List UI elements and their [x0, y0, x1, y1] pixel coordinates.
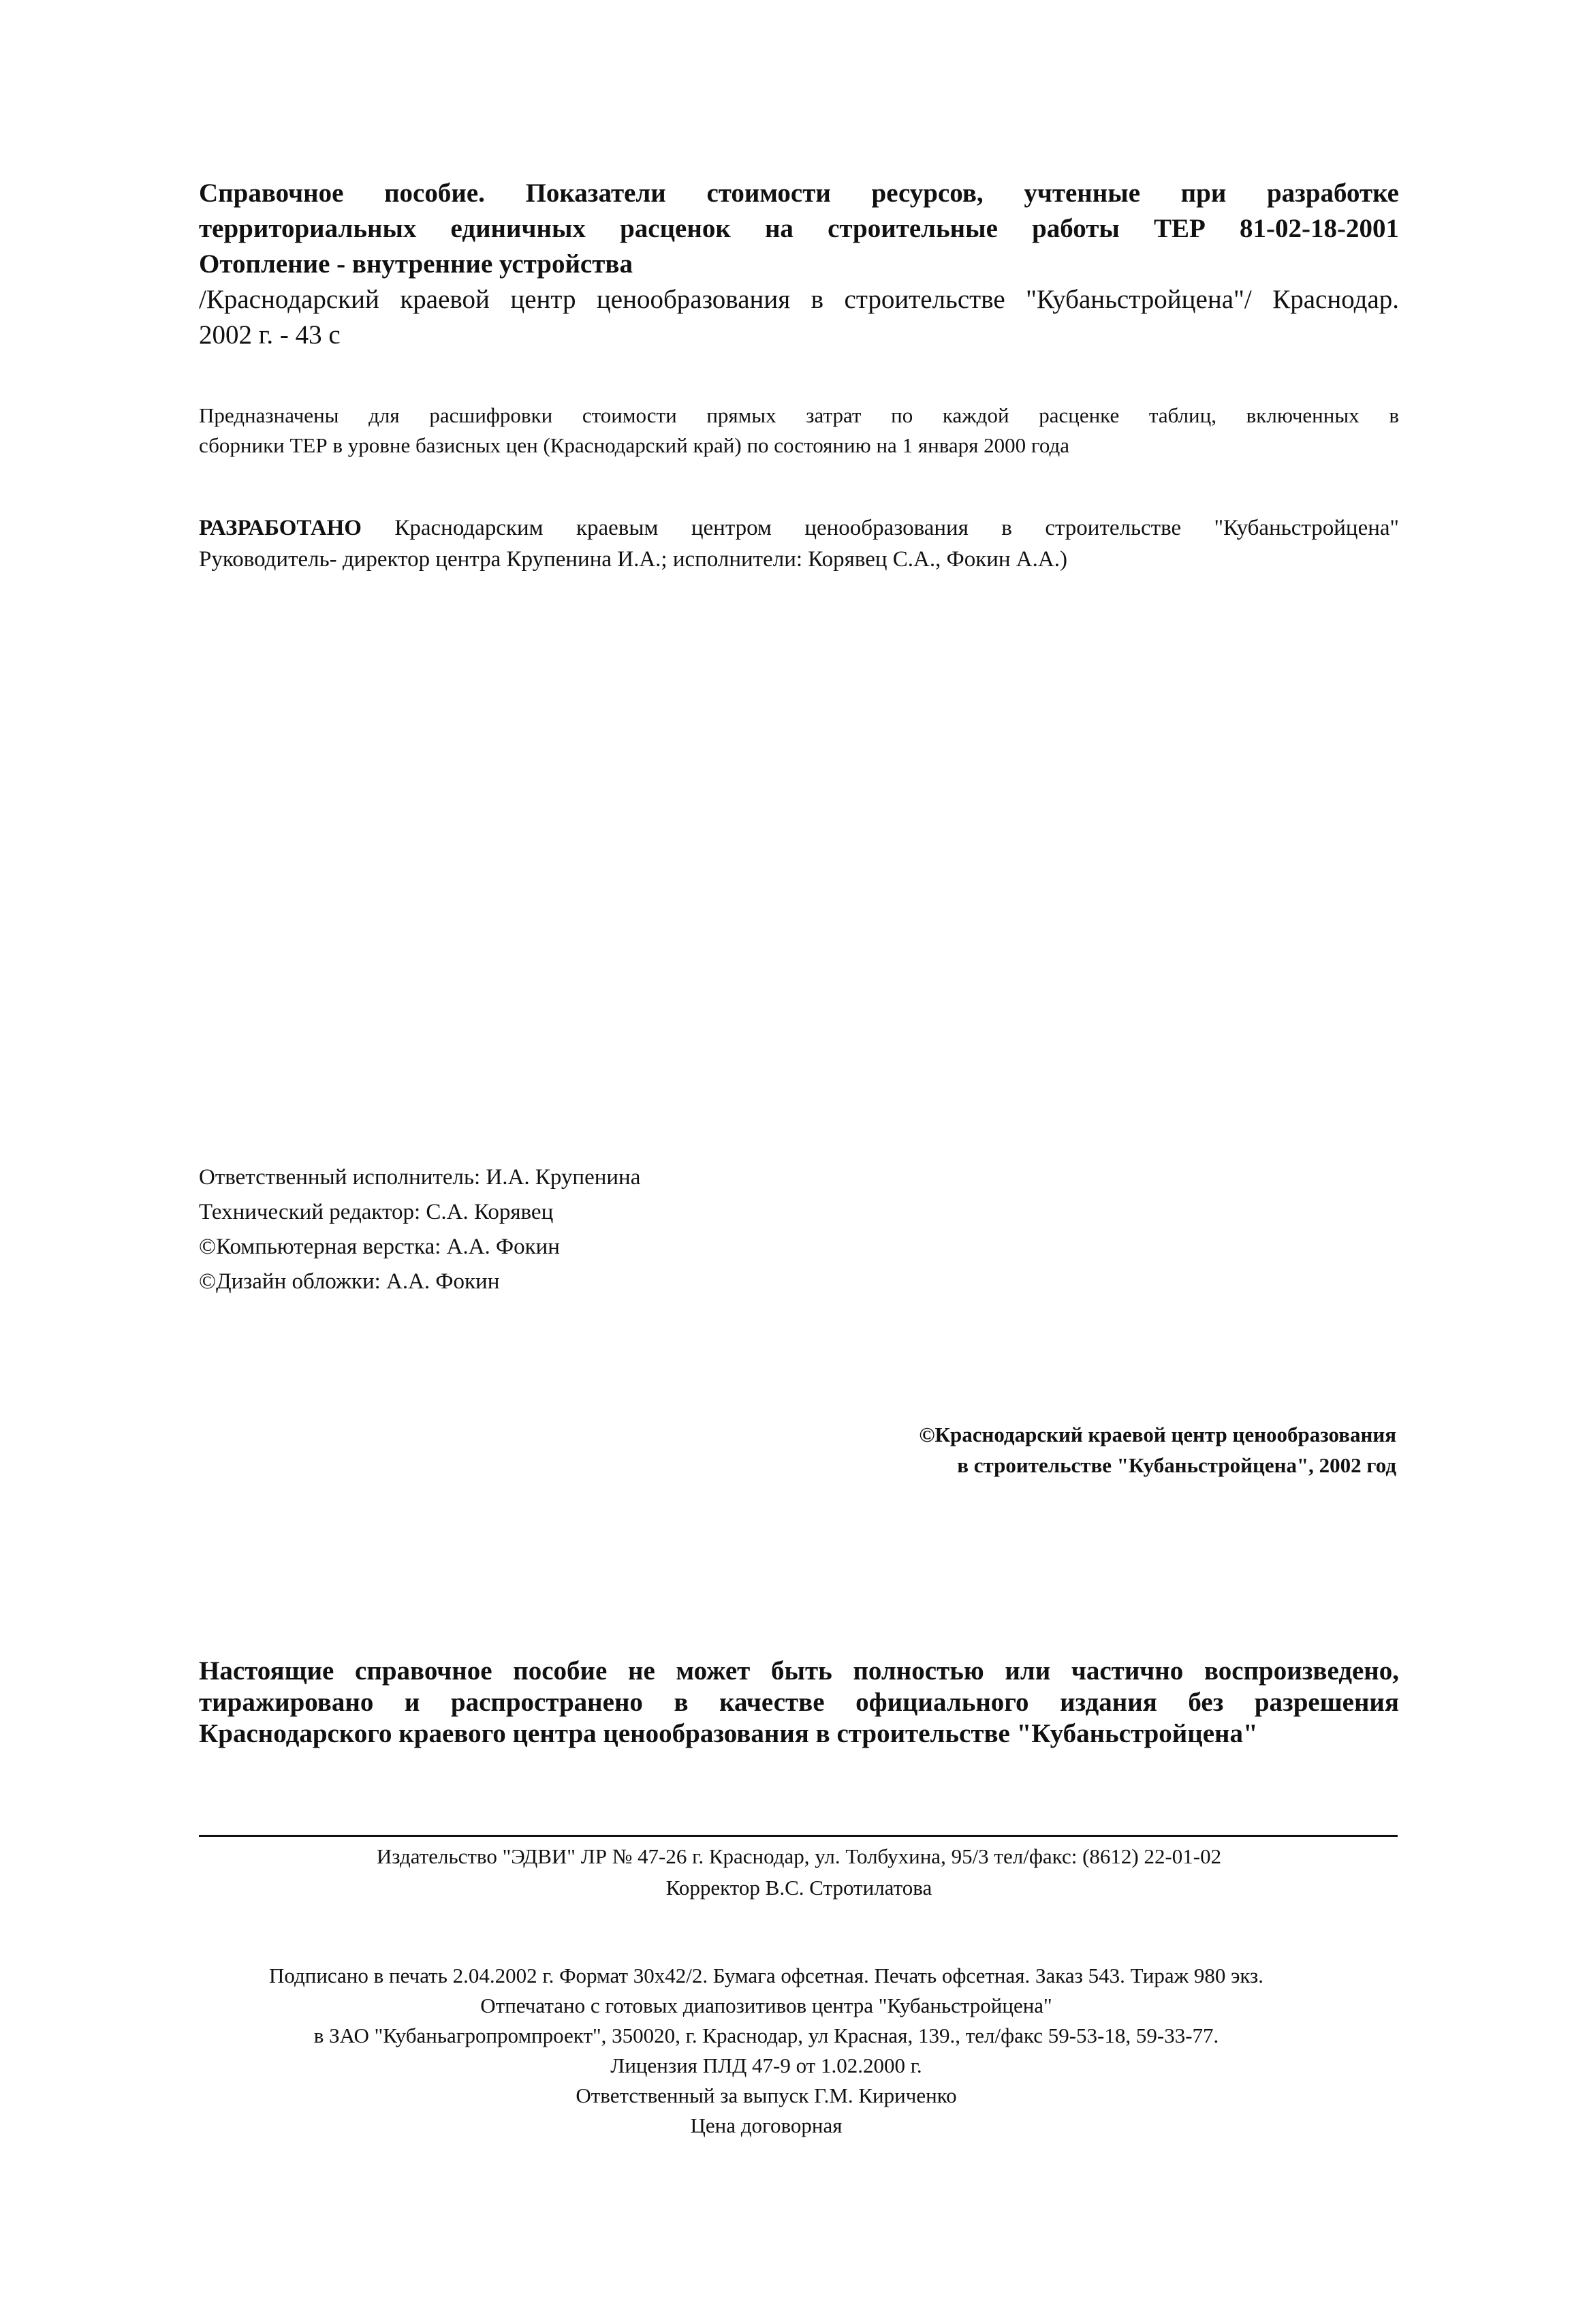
developed-line-2: Руководитель- директор центра Крупенина И.А.; исполнители: Корявец С.А., Фокин А.А.) [199, 547, 1067, 572]
credits-block [199, 1160, 640, 1299]
purpose-line-1: Предназначены для расшифровки стоимости прямых затрат по каждой расценке таблиц, включенных в [199, 403, 1399, 427]
purpose-paragraph [199, 401, 1399, 461]
title-line-2: территориальных единичных расценок на строительные работы ТЕР 81-02-18-2001 [199, 214, 1399, 243]
title-line-1: Справочное пособие. Показатели стоимости ресурсов, учтенные при разработке [199, 179, 1399, 208]
credit-responsible: Ответственный исполнитель: И.А. Крупенина [199, 1165, 641, 1190]
print-info-block [68, 1961, 1464, 2141]
developed-label: РАЗРАБОТАНО [199, 516, 362, 540]
copyright-line-1: ©Краснодарский краевой центр ценообразования [919, 1423, 1396, 1446]
credit-tech-editor: Технический редактор: С.А. Корявец [199, 1200, 554, 1224]
title-line-3: Отопление - внутренние устройства [199, 249, 633, 279]
source-line-2: 2002 г. - 43 с [199, 320, 341, 350]
copyright-block [681, 1419, 1396, 1481]
divider-line [199, 1835, 1398, 1837]
reproduction-notice [199, 1656, 1399, 1750]
developed-org: Краснодарским краевым центром ценообразования в строительстве "Кубаньстройцена" [394, 516, 1399, 540]
purpose-line-2: сборники ТЕР в уровне базисных цен (Краснодарский край) по состоянию на 1 января 2000 года [199, 433, 1069, 457]
notice-line-3: Краснодарского краевого центра ценообразования в строительстве "Кубаньстройцена" [199, 1719, 1258, 1748]
publisher-line-2: Корректор В.С. Стротилатова [665, 1876, 932, 1900]
print-line-6: Цена договорная [690, 2113, 843, 2137]
print-line-1: Подписано в печать 2.04.2002 г. Формат 30х42/2. Бумага офсетная. Печать офсетная. Заказ 543. Тираж 980 экз. [268, 1964, 1264, 1987]
developed-by-paragraph [199, 512, 1399, 575]
source-line-1: /Краснодарский краевой центр ценообразования в строительстве "Кубаньстройцена"/ Краснодар. [199, 285, 1399, 314]
print-line-2: Отпечатано с готовых диапозитивов центра "Кубаньстройцена" [480, 1994, 1052, 2017]
credit-layout: ©Компьютерная верстка: А.А. Фокин [199, 1235, 560, 1259]
publisher-line-1: Издательство "ЭДВИ" ЛР № 47-26 г. Краснодар, ул. Толбухина, 95/3 тел/факс: (8612) 22-01-02 [376, 1844, 1222, 1868]
notice-line-2: тиражировано и распространено в качестве официального издания без разрешения [199, 1688, 1399, 1717]
print-line-5: Ответственный за выпуск Г.М. Кириченко [576, 2083, 957, 2107]
header-block [199, 176, 1399, 353]
print-line-3: в ЗАО "Кубаньагропромпроект", 350020, г. Краснодар, ул Красная, 139., тел/факс 59-53-18, 59-33-77. [313, 2024, 1219, 2047]
notice-line-1: Настоящие справочное пособие не может быть полностью или частично воспроизведено, [199, 1656, 1399, 1686]
print-line-4: Лицензия ПЛД 47-9 от 1.02.2000 г. [610, 2054, 922, 2077]
developed-line-1 [199, 512, 1399, 544]
credit-cover-design: ©Дизайн обложки: А.А. Фокин [199, 1269, 500, 1294]
copyright-line-2: в строительстве "Кубаньстройцена", 2002 год [957, 1453, 1396, 1477]
publisher-block [199, 1841, 1399, 1904]
